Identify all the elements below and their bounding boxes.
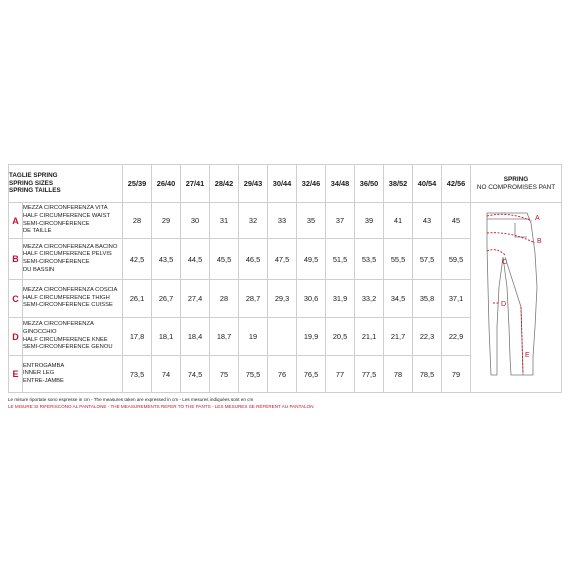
value-cell: 76: [268, 356, 297, 393]
value-cell: 31,9: [326, 280, 355, 318]
table-title: [9, 165, 123, 203]
size-header: 34/48: [326, 165, 355, 203]
value-cell: 51,5: [326, 239, 355, 280]
row-letter: A: [9, 203, 23, 239]
value-cell: 78,5: [413, 356, 442, 393]
figure-label: D: [501, 301, 507, 308]
row-description: [23, 318, 123, 356]
value-cell: 79: [442, 356, 471, 393]
value-cell: 45,5: [210, 239, 239, 280]
size-header: 27/41: [181, 165, 210, 203]
desc-line: MEZZA CIRCONFERENZA BACINO: [23, 243, 118, 250]
desc-line: HALF CIRCUMFERENCE WAIST: [23, 212, 111, 219]
desc-line: GINOCCHIO: [23, 328, 57, 335]
measure-line-c: [487, 250, 505, 255]
value-cell: 17,8: [123, 318, 152, 356]
value-cell: 55,5: [384, 239, 413, 280]
value-cell: 46,5: [239, 239, 268, 280]
size-header: 40/54: [413, 165, 442, 203]
value-cell: 27,4: [181, 280, 210, 318]
pants-diagram: [477, 207, 555, 383]
desc-line: ENTROGAMBA: [23, 362, 65, 369]
value-cell: 18,7: [210, 318, 239, 356]
value-cell: 34,5: [384, 280, 413, 318]
value-cell: 44,5: [181, 239, 210, 280]
footnote-reference: LE MISURE SI RIFERISCONO AL PANTALONE - THE MEASUREMENTS REFER TO THE PANTS - LES MESURES SE RÉFÈRENT AU PANTALON: [8, 404, 314, 410]
value-cell: 18,4: [181, 318, 210, 356]
row-description: [23, 203, 123, 239]
size-header: 28/42: [210, 165, 239, 203]
value-cell: 76,5: [297, 356, 326, 393]
desc-line: MEZZA CIRCONFERENZA COSCIA: [23, 287, 118, 294]
value-cell: 75,5: [239, 356, 268, 393]
value-cell: 21,1: [355, 318, 384, 356]
desc-line: MEZZA CIRCONFERENZA: [23, 321, 94, 328]
value-cell: 74: [152, 356, 181, 393]
desc-line: HALF CIRCUMFERENCE THIGH: [23, 294, 110, 301]
size-table: [8, 164, 562, 393]
value-cell: 47,5: [268, 239, 297, 280]
value-cell: 43,5: [152, 239, 181, 280]
desc-line: HALF CIRCUMFERENCE KNEE: [23, 336, 108, 343]
value-cell: 30: [181, 203, 210, 239]
value-cell: 22,9: [442, 318, 471, 356]
value-cell: 77,5: [355, 356, 384, 393]
row-description: [23, 356, 123, 393]
value-cell: 49,5: [297, 239, 326, 280]
value-cell: 37: [326, 203, 355, 239]
figure-label: A: [535, 215, 540, 222]
value-cell: 59,5: [442, 239, 471, 280]
value-cell: 33,2: [355, 280, 384, 318]
value-cell: 30,6: [297, 280, 326, 318]
pants-outline: [487, 213, 537, 375]
value-cell: 35,8: [413, 280, 442, 318]
size-chart: [8, 164, 561, 393]
figure-subtitle: NO COMPROMISES PANT: [476, 183, 556, 191]
desc-line: SEMI-CIRCONFÉRENCE: [23, 220, 90, 227]
value-cell: 18,1: [152, 318, 181, 356]
value-cell: 32: [239, 203, 268, 239]
value-cell: 33: [268, 203, 297, 239]
figure-header: [471, 165, 562, 203]
size-header: 30/44: [268, 165, 297, 203]
desc-line: SEMI-CIRCONFÉRENCE CUISSE: [23, 302, 113, 309]
value-cell: 43: [413, 203, 442, 239]
value-cell: 75: [210, 356, 239, 393]
title-line: SPRING SIZES: [9, 179, 54, 187]
row-description: [23, 239, 123, 280]
value-cell: 41: [384, 203, 413, 239]
desc-line: HALF CIRCUMFERENCE PELVIS: [23, 251, 112, 258]
desc-line: DE TAILLE: [23, 228, 52, 235]
value-cell: 19: [239, 318, 268, 356]
value-cell: 20,5: [326, 318, 355, 356]
figure-label: C: [502, 259, 508, 266]
seam-line: [505, 257, 523, 375]
figure-title: SPRING: [503, 175, 529, 183]
desc-line: ENTRE-JAMBE: [23, 377, 64, 384]
value-cell: 19,9: [297, 318, 326, 356]
row-letter: B: [9, 239, 23, 280]
value-cell: [268, 318, 297, 356]
value-cell: 42,5: [123, 239, 152, 280]
value-cell: 29,3: [268, 280, 297, 318]
value-cell: 28: [123, 203, 152, 239]
size-header: 32/46: [297, 165, 326, 203]
size-header: 38/52: [384, 165, 413, 203]
measure-line-b: [487, 233, 535, 243]
value-cell: 45: [442, 203, 471, 239]
value-cell: 37,1: [442, 280, 471, 318]
value-cell: 28: [210, 280, 239, 318]
size-header: 29/43: [239, 165, 268, 203]
figure-label: B: [537, 238, 542, 245]
value-cell: 22,3: [413, 318, 442, 356]
row-letter: D: [9, 318, 23, 356]
value-cell: 21,7: [384, 318, 413, 356]
value-cell: 77: [326, 356, 355, 393]
header-row: [9, 165, 562, 203]
size-header: 26/40: [152, 165, 181, 203]
value-cell: 31: [210, 203, 239, 239]
measure-line-a: [487, 214, 532, 221]
value-cell: 35: [297, 203, 326, 239]
desc-line: MEZZA CIRCONFERENZA VITA: [23, 205, 108, 212]
footnote-units: Le misure riportate sono espresse in cm - The measures taken are expressed in cm - Les mesures indiquées sont en cm: [8, 397, 254, 402]
value-cell: 26,7: [152, 280, 181, 318]
value-cell: 29: [152, 203, 181, 239]
size-header: 42/56: [442, 165, 471, 203]
value-cell: 39: [355, 203, 384, 239]
value-cell: 53,5: [355, 239, 384, 280]
desc-line: SEMI-CIRCONFÉRENCE GENOU: [23, 344, 113, 351]
footnotes: [8, 396, 314, 411]
row-description: [23, 280, 123, 318]
size-header: 36/50: [355, 165, 384, 203]
value-cell: 28,7: [239, 280, 268, 318]
title-line: SPRING TAILLES: [9, 187, 61, 195]
desc-line: INNER LEG: [23, 370, 55, 377]
table-row: [9, 203, 562, 239]
pocket-line: [515, 223, 527, 237]
value-cell: 57,5: [413, 239, 442, 280]
desc-line: SEMI-CIRCONFÉRENCE: [23, 259, 90, 265]
value-cell: 74,5: [181, 356, 210, 393]
title-line: TAGLIE SPRING: [9, 172, 58, 180]
figure-label: E: [525, 352, 530, 359]
value-cell: 78: [384, 356, 413, 393]
row-letter: E: [9, 356, 23, 393]
value-cell: 73,5: [123, 356, 152, 393]
value-cell: 26,1: [123, 280, 152, 318]
pants-figure-cell: [471, 203, 562, 393]
size-header: 25/39: [123, 165, 152, 203]
row-letter: C: [9, 280, 23, 318]
desc-line: DU BASSIN: [23, 266, 55, 273]
